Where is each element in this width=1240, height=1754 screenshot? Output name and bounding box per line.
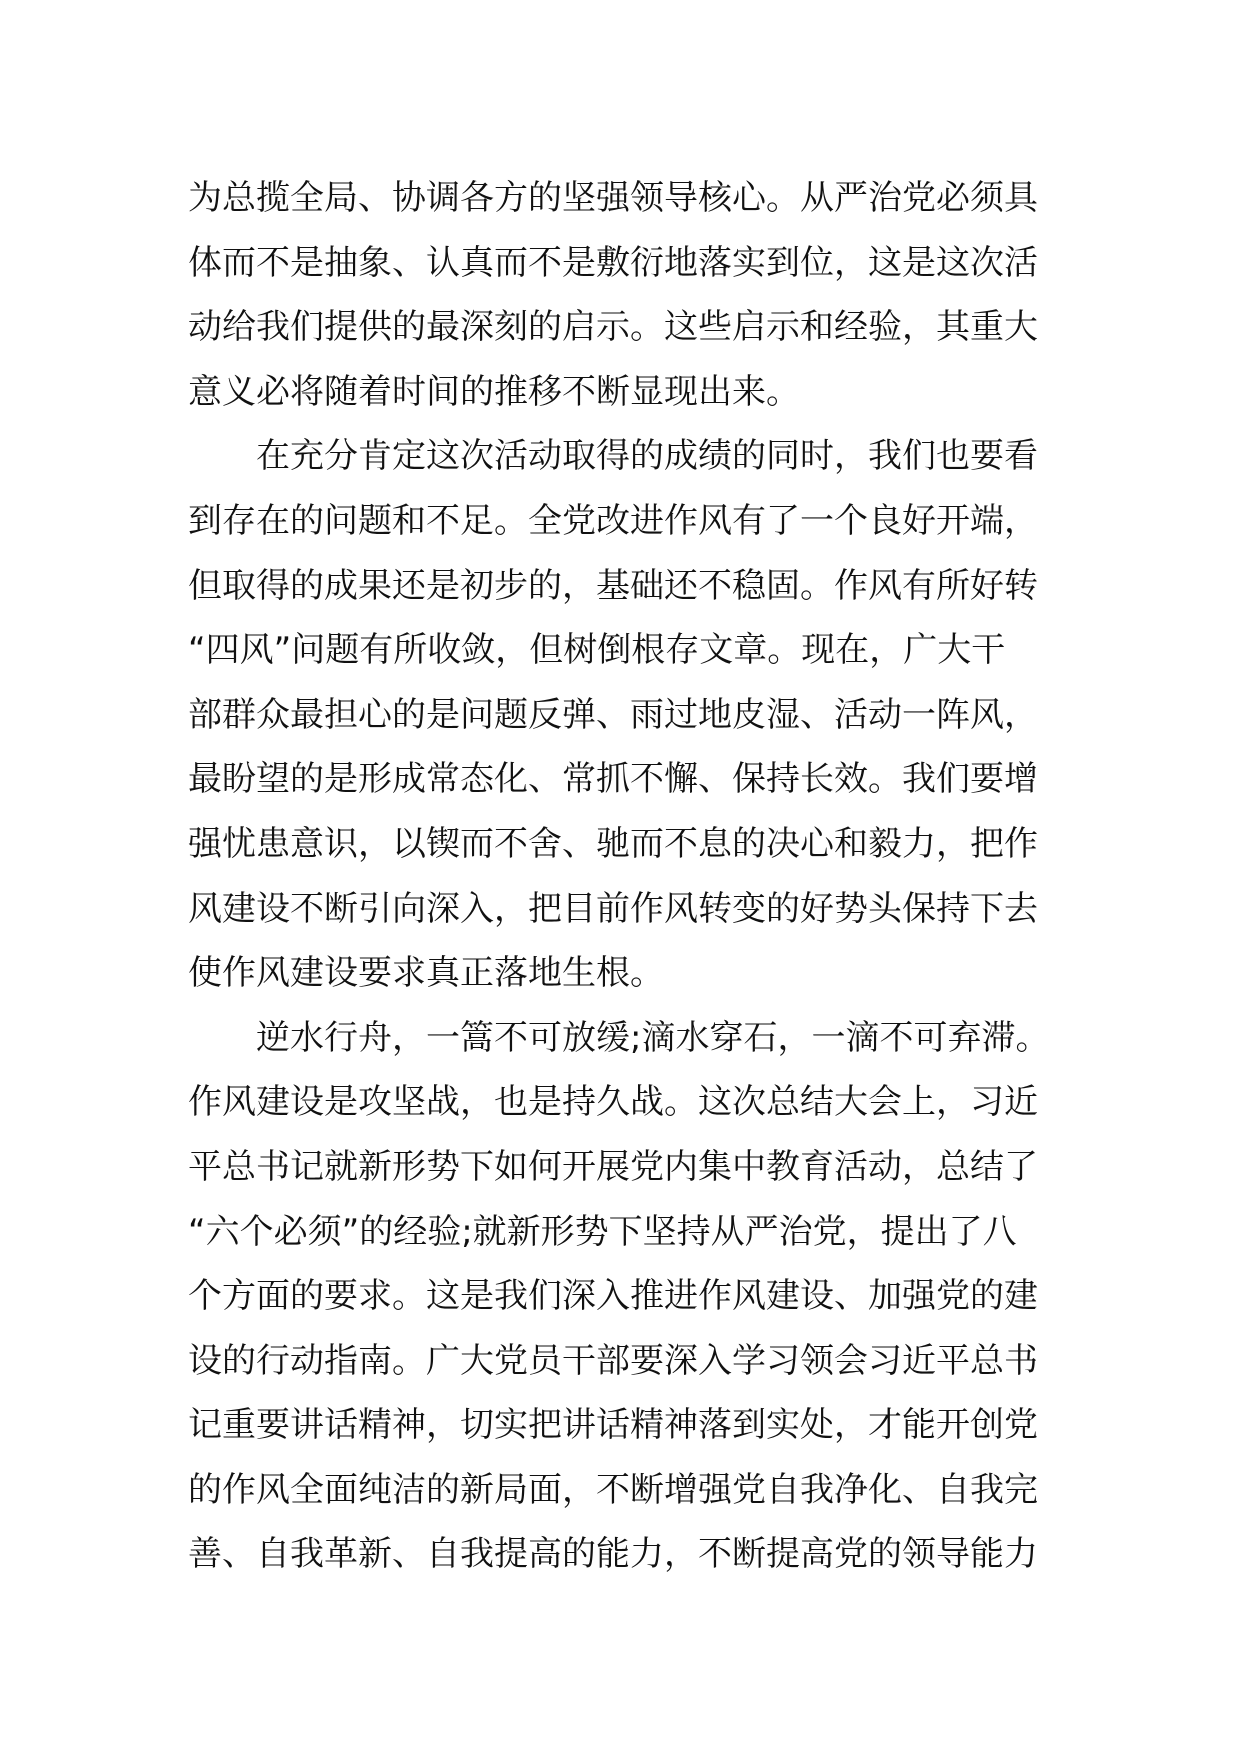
text-line: 动给我们提供的最深刻的启示。这些启示和经验，其重大	[188, 307, 1038, 348]
text-line: 作风建设是攻坚战，也是持久战。这次总结大会上，习近	[188, 1082, 1038, 1123]
body-text	[188, 166, 1058, 1587]
text-line: 风建设不断引向深入，把目前作风转变的好势头保持下去	[188, 888, 1038, 929]
text-line: 善、自我革新、自我提高的能力，不断提高党的领导能力	[188, 1534, 1038, 1575]
text-line: 记重要讲话精神，切实把讲话精神落到实处，才能开创党	[188, 1405, 1038, 1446]
paragraph-first-line: 在充分肯定这次活动取得的成绩的同时，我们也要看	[256, 436, 1038, 477]
paragraph-first-line: 逆水行舟，一篙不可放缓;滴水穿石，一滴不可弃滞。	[256, 1017, 1050, 1058]
text-line: 使作风建设要求真正落地生根。	[188, 953, 664, 994]
text-line: 但取得的成果还是初步的，基础还不稳固。作风有所好转	[188, 565, 1038, 606]
text-line: 强忧患意识，以锲而不舍、驰而不息的决心和毅力，把作	[188, 823, 1038, 864]
text-line: 最盼望的是形成常态化、常抓不懈、保持长效。我们要增	[188, 759, 1038, 800]
text-line: 设的行动指南。广大党员干部要深入学习领会习近平总书	[188, 1340, 1038, 1381]
text-line: 意义必将随着时间的推移不断显现出来。	[188, 371, 800, 412]
text-line: “四风”问题有所收敛，但树倒根存文章。现在，广大干	[188, 630, 1006, 671]
text-line: 部群众最担心的是问题反弹、雨过地皮湿、活动一阵风，	[188, 694, 1038, 735]
text-line: 体而不是抽象、认真而不是敷衍地落实到位，这是这次活	[188, 242, 1038, 283]
text-line: 为总揽全局、协调各方的坚强领导核心。从严治党必须具	[188, 178, 1038, 218]
text-line: 个方面的要求。这是我们深入推进作风建设、加强党的建	[188, 1276, 1038, 1317]
text-line: “六个必须”的经验;就新形势下坚持从严治党，提出了八	[188, 1211, 1017, 1252]
text-line: 平总书记就新形势下如何开展党内集中教育活动，总结了	[188, 1146, 1038, 1187]
text-line: 到存在的问题和不足。全党改进作风有了一个良好开端，	[188, 500, 1038, 541]
text-line: 的作风全面纯洁的新局面，不断增强党自我净化、自我完	[188, 1469, 1038, 1510]
